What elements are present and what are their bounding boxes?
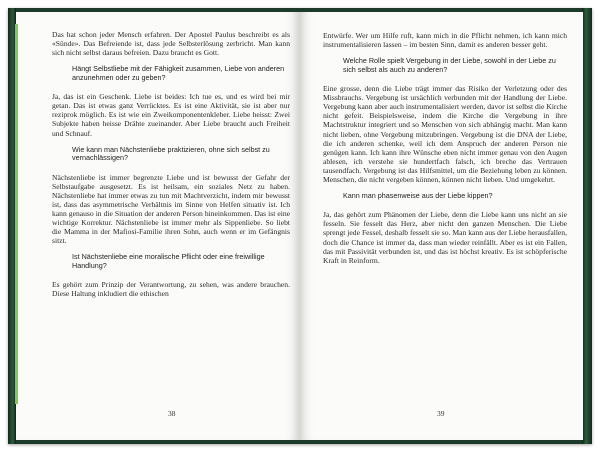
left-page [16,12,298,440]
interview-question: Welche Rolle spielt Vergebung in der Liebe, sowohl in der Liebe zu sich selbst als auch zu anderen? [343,56,556,74]
bookmark-ribbon [15,24,18,404]
paragraph: Entwürfe. Wer um Hilfe ruft, kann mich in die Pflicht nehmen, ich kann mich instrumentalisieren lassen – im besten Sinn, damit es anderen besser geht. [323,31,567,50]
paragraph: Das hat schon jeder Mensch erfahren. Der Apostel Paulus beschreibt es als «Sünde». Das Befreiende ist, dass jede Selbsterlösung zerbricht. Man kann sich nicht selbst daraus befreien. Dazu braucht es Gott. [52,30,290,58]
paragraph: Eine grosse, denn die Liebe trägt immer das Risiko der Verletzung oder des Missbrauchs. Vergebung ist ursächlich verbunden mit der Handlung der Liebe. Vergebung kann aber auch instrumentalisiert werden, davor ist selbst die Kirche nicht gefeit. Beispielsweise, indem die Kirche die Vergebung in ihre Machtstruktur integriert und so Menschen von sich abhängig macht. Man kann nicht lieben, ohne Vergebung mitzubringen. Vergebung ist die DNA der Liebe, die ich anderen schenke, weil ich dem Anspruch der anderen Person nie genügen kann. Ich kann ihre Wünsche eben nicht immer genau von den Augen ablesen, ich verstehe sie hundertfach falsch, ich breche das Vertrauen tausendfach. Vergebung ist das Hilfsmittel, um die Beziehung leben zu können. Menschen, die nicht vergeben können, können nicht lieben. Und umgekehrt. [323,84,567,184]
interview-question: Hängt Selbstliebe mit der Fähigkeit zusammen, Liebe von anderen anzunehmen oder zu geben? [72,64,285,82]
interview-question: Wie kann man Nächstenliebe praktizieren, ohne sich selbst zu vernachlässigen? [72,144,270,163]
right-page-text [323,31,567,273]
paragraph: Es gehört zum Prinzip der Verantwortung, zu sehen, was andere brauchen. Diese Haltung inkludiert die ethischen [52,280,290,299]
page-number: 39 [437,409,445,418]
page-number: 38 [168,409,176,418]
paragraph: Ja, das ist ein Geschenk. Liebe ist beides: Ich tue es, und es wird bei mir getan. Das ist etwas ganz Verrücktes. Es ist eine Aktivität, sie ist aber nur reziprok möglich. Es ist wie ein Zweikomponentenkleber. Liebe heisst: Zwei Subjekte haben heisse Drähte zueinander. Aber Liebe braucht auch Freiheit und Schnauf. [52,92,290,138]
right-page [301,12,583,440]
paragraph: Ja, das gehört zum Phänomen der Liebe, denn die Liebe kann uns nicht an sie fesseln. Sie fesselt das Herz, aber nicht den ganzen Menschen. Die Liebe sprengt jede Fessel, deshalb fesselt sie so. Man kann aus der Liebe herausfallen, doch die Chance ist immer da, dass man wieder reinfällt. Aber es ist ein Fallen, das mit Passivität verbunden ist, und das ist höchst kreativ. Es ist schöpferische Kraft in Reinform. [323,210,567,265]
interview-question: Kann man phasenweise aus der Liebe kippen? [343,190,493,200]
left-page-text [52,30,290,306]
interview-question: Ist Nächstenliebe eine moralische Pflicht oder eine freiwillige Handlung? [72,252,265,270]
paragraph: Nächstenliebe ist immer begrenzte Liebe und ist bewusst der Gefahr der Selbstaufgabe ausgesetzt. Es ist heilsam, ein soziales Netz zu haben. Nächstenliebe hat immer etwas zu tun mit Machtverzicht, indem mir bewusst ist, dass das asymmetrische Verhältnis im Sinne von Helfen situativ ist. Ich kann genauso in die Situation der anderen Person hineinkommen. Das ist eine wichtige Korrektur. Nächstenliebe ist immer mehr als Sippenliebe. So liebt die Mamma in der Mafiosi-Familie ihren Sohn, auch wenn er im Gefängnis sitzt. [52,172,290,246]
cover-edge-right [582,8,592,444]
